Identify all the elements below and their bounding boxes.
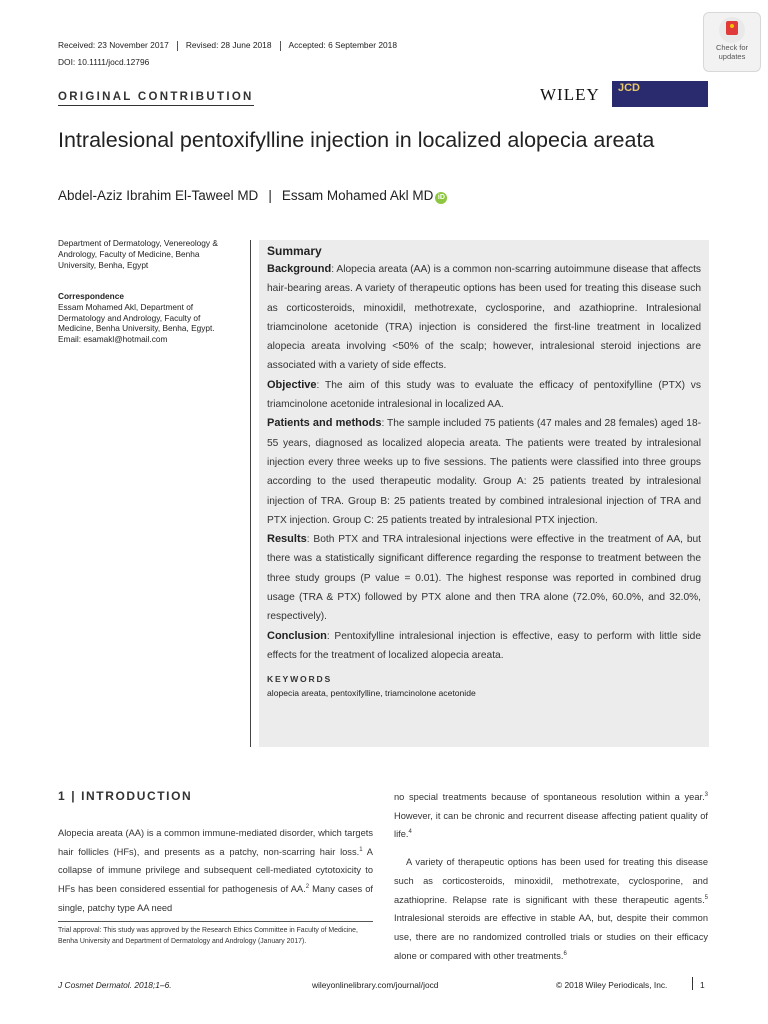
background-label: Background bbox=[267, 263, 332, 275]
accepted-date: Accepted: 6 September 2018 bbox=[288, 40, 397, 50]
author-list bbox=[58, 188, 447, 204]
intro-paragraph-2 bbox=[394, 788, 708, 844]
section-heading: 1 | INTRODUCTION bbox=[58, 789, 193, 803]
summary-rule bbox=[250, 240, 251, 747]
journal-abbr: JCD bbox=[618, 82, 641, 94]
copyright: © 2018 Wiley Periodicals, Inc. bbox=[556, 980, 668, 990]
text-run: Intralesional steroids are effective in stable AA, but, despite their common use, there are no randomized controlled trials or studies on their efficacy alone or compared with other treatments. bbox=[394, 913, 708, 961]
citation: J Cosmet Dermatol. 2018;1–6. bbox=[58, 980, 172, 990]
check-updates-label: Check for bbox=[715, 43, 749, 52]
divider bbox=[177, 41, 178, 51]
author-2[interactable]: Essam Mohamed Akl MD bbox=[281, 188, 434, 203]
background-text: : Alopecia areata (AA) is a common non-scarring autoimmune disease that affects hair-bearing areas. A variety of therapeutic options has been used for treating this disease such as corticosteroids, minoxidil, methotrexate, cyclosporine, and azathioprine. Intralesional triamcinolone acetonide (TRA) injection is considered the first-line treatment in localized alopecia areata involving <50% of the scalp; however, intralesional steroid injections are associated with a variety of side effects. bbox=[267, 264, 701, 372]
summary-box bbox=[259, 240, 709, 747]
affiliation: Department of Dermatology, Venereology & Andrology, Faculty of Medicine, Benha University, Benha, Egypt bbox=[58, 238, 218, 270]
objective-label: Objective bbox=[267, 378, 317, 391]
ref-link[interactable]: 2 bbox=[305, 884, 310, 891]
summary-objective bbox=[267, 376, 701, 415]
summary-background bbox=[267, 260, 701, 376]
doi-link[interactable]: DOI: 10.1111/jocd.12796 bbox=[58, 57, 150, 67]
intro-paragraph-3 bbox=[394, 853, 708, 965]
journal-logo bbox=[612, 81, 708, 107]
text-run: A variety of therapeutic options has been used for treating this disease such as corticosteroids, minoxidil, methotrexate, cyclosporine, and azathioprine. Relapse rate is significant with these therapeutic agents. bbox=[394, 857, 708, 905]
page-number: 1 bbox=[700, 980, 705, 990]
summary-results bbox=[267, 530, 701, 626]
intro-column-left bbox=[58, 824, 373, 918]
conclusion-text: : Pentoxifylline intralesional injection is effective, easy to perform with little side effects for the treatment of localized alopecia areata. bbox=[267, 630, 701, 661]
keywords-heading: KEYWORDS bbox=[267, 674, 333, 685]
text-run: no special treatments because of spontaneous resolution within a year. bbox=[394, 792, 705, 802]
article-dates bbox=[58, 40, 397, 51]
orcid-icon[interactable]: iD bbox=[435, 192, 447, 204]
text-run: A collapse of immune privilege and subsequent cell-mediated cytotoxicity to HFs has been considered essential for pathogenesis of AA. bbox=[58, 846, 373, 895]
ref-link[interactable]: 3 bbox=[704, 791, 708, 798]
author-separator: | bbox=[268, 188, 272, 203]
footnote-rule bbox=[58, 921, 373, 922]
revised-date: Revised: 28 June 2018 bbox=[185, 40, 272, 50]
ref-link[interactable]: 4 bbox=[408, 829, 412, 836]
results-text: : Both PTX and TRA intralesional injections were effective in the treatment of AA, but there was a statistically significant difference regarding the response to treatment between the three study groups (P value = 0.01). The highest response was reported in combined drug usage (TRA & PTX) followed by PTX alone and then TRA alone (72.0%, 60.0%, and 32.0%, respectively). bbox=[267, 534, 701, 623]
journal-url[interactable]: wileyonlinelibrary.com/journal/jocd bbox=[312, 980, 439, 990]
check-updates-label-2: updates bbox=[718, 52, 746, 61]
check-updates-button[interactable] bbox=[703, 12, 761, 72]
methods-label: Patients and methods bbox=[267, 417, 382, 430]
correspondence bbox=[58, 291, 238, 345]
author-1[interactable]: Abdel-Aziz Ibrahim El-Taweel MD bbox=[58, 188, 259, 203]
intro-paragraph-1 bbox=[58, 824, 373, 918]
methods-text: : The sample included 75 patients (47 males and 28 females) aged 18-55 years, diagnosed as localized alopecia areata. The patients were treated by intralesional injection every three weeks up to five sessions. The patients were classified into three groups according to the used therapeutic modality. Group A: 25 patients treated by intralesional injection of TRA. Group B: 25 patients treated by combined intralesional injection of TRA and PTX injection. Group C: 25 patients treated by intralesional PTX injection. bbox=[267, 418, 701, 526]
page-divider bbox=[692, 977, 693, 990]
bookmark-icon bbox=[719, 17, 745, 43]
keywords: alopecia areata, pentoxifylline, triamcinolone acetonide bbox=[267, 688, 476, 699]
intro-column-right bbox=[394, 788, 708, 965]
summary-conclusion bbox=[267, 627, 701, 666]
publisher-logo: WILEY bbox=[540, 85, 600, 104]
correspondence-email[interactable]: Email: esamakl@hotmail.com bbox=[58, 334, 168, 345]
results-label: Results bbox=[267, 533, 307, 546]
section-label: ORIGINAL CONTRIBUTION bbox=[58, 91, 254, 106]
summary-methods bbox=[267, 414, 701, 530]
text-run: Alopecia areata (AA) is a common immune-mediated disorder, which targets hair follicles (HFs), and presents as a patchy, non-scarring hair loss. bbox=[58, 828, 373, 857]
article-title: Intralesional pentoxifylline injection in localized alopecia areata bbox=[58, 128, 655, 152]
objective-text: : The aim of this study was to evaluate the efficacy of pentoxifylline (PTX) vs triamcinolone acetonide intralesional in localized AA. bbox=[267, 379, 701, 411]
ref-link[interactable]: 1 bbox=[359, 846, 363, 853]
divider bbox=[280, 41, 281, 51]
ref-link[interactable]: 6 bbox=[563, 950, 567, 957]
text-run: Many cases of single, patchy type AA need bbox=[58, 884, 373, 913]
correspondence-heading: Correspondence bbox=[58, 291, 124, 301]
text-run: However, it can be chronic and recurrent disease affecting patient quality of life. bbox=[394, 810, 708, 840]
received-date: Received: 23 November 2017 bbox=[58, 40, 169, 50]
ref-link[interactable]: 5 bbox=[704, 894, 708, 901]
correspondence-text: Essam Mohamed Akl, Department of Dermatology and Andrology, Faculty of Medicine, Benha University, Benha, Egypt. bbox=[58, 301, 215, 334]
conclusion-label: Conclusion bbox=[267, 629, 327, 642]
footnote: Trial approval: This study was approved by the Research Ethics Committee in Faculty of Medicine, Benha University and Department of Dermatology and Andrology (January 2017). bbox=[58, 927, 358, 945]
summary-heading: Summary bbox=[267, 244, 322, 258]
